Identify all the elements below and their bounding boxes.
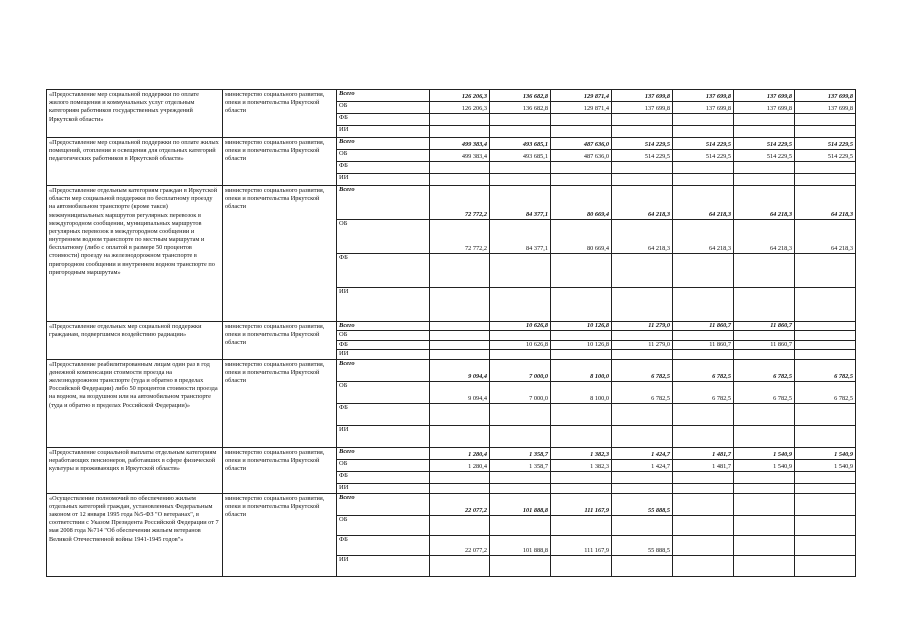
amount-cell xyxy=(734,425,795,447)
amount-cell xyxy=(612,162,673,174)
amount-cell xyxy=(430,162,490,174)
amount-cell: 64 218,3 xyxy=(673,220,734,254)
amount-cell xyxy=(795,254,856,288)
amount-cell xyxy=(490,254,551,288)
amount-cell: 1 382,3 xyxy=(551,459,612,471)
funding-source: Всего xyxy=(337,447,430,459)
amount-cell xyxy=(551,483,612,493)
amount-cell xyxy=(673,254,734,288)
funding-source: Всего xyxy=(337,493,430,515)
funding-source: ОБ xyxy=(337,331,430,340)
amount-cell: 129 871,4 xyxy=(551,90,612,102)
measure-name: «Предоставление мер социальной поддержки по оплате жилого помещения и коммунальных услуг отдельным категориям работников государственных учреждений Иркутской области» xyxy=(47,90,223,138)
amount-cell: 137 699,8 xyxy=(734,102,795,114)
amount-cell xyxy=(430,114,490,126)
amount-cell: 1 540,9 xyxy=(795,447,856,459)
amount-cell xyxy=(734,174,795,186)
amount-cell: 9 094,4 xyxy=(430,359,490,381)
amount-cell xyxy=(734,515,795,535)
amount-cell: 514 229,5 xyxy=(734,138,795,150)
amount-cell xyxy=(430,483,490,493)
amount-cell: 487 636,0 xyxy=(551,138,612,150)
amount-cell: 129 871,4 xyxy=(551,102,612,114)
amount-cell: 55 888,5 xyxy=(612,535,673,555)
amount-cell: 1 358,7 xyxy=(490,447,551,459)
amount-cell xyxy=(430,425,490,447)
amount-cell: 499 383,4 xyxy=(430,138,490,150)
amount-cell xyxy=(673,331,734,340)
table-row xyxy=(47,90,856,102)
amount-cell: 1 280,4 xyxy=(430,459,490,471)
amount-cell xyxy=(795,174,856,186)
amount-cell xyxy=(673,535,734,555)
amount-cell xyxy=(795,483,856,493)
amount-cell: 64 218,3 xyxy=(734,186,795,220)
amount-cell xyxy=(734,471,795,483)
amount-cell: 493 685,1 xyxy=(490,150,551,162)
amount-cell: 64 218,3 xyxy=(673,186,734,220)
amount-cell xyxy=(430,340,490,349)
amount-cell xyxy=(430,322,490,331)
amount-cell xyxy=(795,114,856,126)
table-row xyxy=(47,493,856,515)
amount-cell: 11 279,0 xyxy=(612,340,673,349)
funding-source: ИИ xyxy=(337,425,430,447)
amount-cell xyxy=(612,174,673,186)
amount-cell: 6 782,5 xyxy=(734,381,795,403)
funding-source: ОБ xyxy=(337,102,430,114)
amount-cell xyxy=(612,483,673,493)
amount-cell xyxy=(612,288,673,322)
amount-cell: 137 699,8 xyxy=(612,90,673,102)
amount-cell: 1 540,9 xyxy=(734,447,795,459)
amount-cell: 6 782,5 xyxy=(612,381,673,403)
amount-cell: 1 424,7 xyxy=(612,459,673,471)
amount-cell xyxy=(795,322,856,331)
amount-cell: 126 206,3 xyxy=(430,90,490,102)
amount-cell xyxy=(734,350,795,359)
measure-name: «Предоставление отдельным категориям граждан в Иркутской области мер социальной поддержки по бесплатному проезду на автомобильном транспорте (кроме такси) межмуниципальных маршрутов регулярных перевозок в междугородном сообщении, муниципальных маршрутов регулярных перевозок в междугородном сообщении и внутреннем водном транспорте по местным маршрутам и бесплатному (либо с оплатой в размере 50 процентов стоимости) проезду на железнодорожном транспорте в пригородном сообщении и внутреннем водном транспорте по пригородным маршрутам» xyxy=(47,186,223,322)
amount-cell xyxy=(612,555,673,576)
amount-cell: 22 077,2 xyxy=(430,493,490,515)
amount-cell: 11 860,7 xyxy=(734,322,795,331)
amount-cell xyxy=(673,288,734,322)
funding-source: ФБ xyxy=(337,162,430,174)
responsible-executor: министерство социального развития, опеки и попечительства Иркутской области xyxy=(223,359,337,447)
amount-cell: 6 782,5 xyxy=(673,381,734,403)
amount-cell xyxy=(490,331,551,340)
amount-cell xyxy=(795,350,856,359)
funding-source: ИИ xyxy=(337,174,430,186)
amount-cell: 137 699,8 xyxy=(673,102,734,114)
funding-source: ОБ xyxy=(337,220,430,254)
funding-source: Всего xyxy=(337,322,430,331)
amount-cell xyxy=(734,403,795,425)
table-row xyxy=(47,138,856,150)
amount-cell: 10 126,8 xyxy=(551,340,612,349)
amount-cell: 493 685,1 xyxy=(490,138,551,150)
amount-cell: 101 888,8 xyxy=(490,493,551,515)
table-row xyxy=(47,322,856,331)
amount-cell: 11 860,7 xyxy=(673,340,734,349)
amount-cell: 10 126,8 xyxy=(551,322,612,331)
amount-cell: 111 167,9 xyxy=(551,535,612,555)
measure-name: «Осуществление полномочий по обеспечению жильем отдельных категорий граждан, установленных Федеральным законом от 12 января 1995 года №5-ФЗ "О ветеранах", в соответствии с Указом Президента Российской Федерации от 7 мая 2008 года №714 "Об обеспечении жильем ветеранов Великой Отечественной войны 1941-1945 годов"» xyxy=(47,493,223,576)
amount-cell xyxy=(795,471,856,483)
budget-table-page xyxy=(46,89,855,577)
amount-cell xyxy=(551,114,612,126)
amount-cell xyxy=(490,425,551,447)
amount-cell xyxy=(673,114,734,126)
amount-cell: 514 229,5 xyxy=(612,150,673,162)
amount-cell xyxy=(551,254,612,288)
funding-source: ФБ xyxy=(337,114,430,126)
amount-cell: 514 229,5 xyxy=(795,138,856,150)
measure-name: «Предоставление отдельных мер социальной поддержки гражданам, подвергшимся воздействию радиации» xyxy=(47,322,223,360)
amount-cell xyxy=(551,555,612,576)
amount-cell: 10 626,8 xyxy=(490,340,551,349)
funding-source: ИИ xyxy=(337,483,430,493)
amount-cell xyxy=(673,471,734,483)
funding-source: ИИ xyxy=(337,555,430,576)
amount-cell xyxy=(673,493,734,515)
table-row xyxy=(47,447,856,459)
amount-cell: 11 279,0 xyxy=(612,322,673,331)
amount-cell xyxy=(551,515,612,535)
amount-cell xyxy=(490,471,551,483)
amount-cell: 55 888,5 xyxy=(612,493,673,515)
amount-cell: 1 540,9 xyxy=(734,459,795,471)
funding-source: ОБ xyxy=(337,459,430,471)
amount-cell xyxy=(490,288,551,322)
responsible-executor: министерство социального развития, опеки и попечительства Иркутской области xyxy=(223,493,337,576)
amount-cell: 6 782,5 xyxy=(734,359,795,381)
amount-cell: 6 782,5 xyxy=(795,359,856,381)
amount-cell xyxy=(795,340,856,349)
amount-cell: 136 682,8 xyxy=(490,90,551,102)
amount-cell: 72 772,2 xyxy=(430,220,490,254)
amount-cell xyxy=(734,126,795,138)
funding-source: ОБ xyxy=(337,150,430,162)
amount-cell: 1 280,4 xyxy=(430,447,490,459)
amount-cell xyxy=(612,331,673,340)
amount-cell xyxy=(430,174,490,186)
amount-cell xyxy=(430,403,490,425)
measure-name: «Предоставление реабилитированным лицам один раз в год денежной компенсации стоимости проезда на железнодорожном транспорте (туда и обратно в пределах Российской Федерации) либо 50 процентов стоимости проезда на водном, на воздушном или на автомобильном транспорте (туда и обратно в пределах Российской Федерации)» xyxy=(47,359,223,447)
amount-cell xyxy=(430,350,490,359)
amount-cell: 6 782,5 xyxy=(673,359,734,381)
funding-source: ФБ xyxy=(337,471,430,483)
amount-cell xyxy=(490,555,551,576)
amount-cell xyxy=(734,535,795,555)
amount-cell xyxy=(673,555,734,576)
amount-cell: 499 383,4 xyxy=(430,150,490,162)
amount-cell: 9 094,4 xyxy=(430,381,490,403)
amount-cell xyxy=(734,493,795,515)
amount-cell xyxy=(673,162,734,174)
amount-cell xyxy=(795,162,856,174)
amount-cell xyxy=(430,331,490,340)
amount-cell: 487 636,0 xyxy=(551,150,612,162)
amount-cell: 6 782,5 xyxy=(795,381,856,403)
amount-cell xyxy=(734,331,795,340)
amount-cell xyxy=(612,403,673,425)
amount-cell: 1 540,9 xyxy=(795,459,856,471)
amount-cell: 1 424,7 xyxy=(612,447,673,459)
amount-cell xyxy=(612,350,673,359)
amount-cell: 514 229,5 xyxy=(673,138,734,150)
funding-source: Всего xyxy=(337,186,430,220)
amount-cell xyxy=(673,174,734,186)
amount-cell: 64 218,3 xyxy=(612,220,673,254)
funding-source: Всего xyxy=(337,138,430,150)
amount-cell xyxy=(673,403,734,425)
amount-cell: 137 699,8 xyxy=(795,90,856,102)
amount-cell xyxy=(430,515,490,535)
amount-cell: 22 077,2 xyxy=(430,535,490,555)
amount-cell: 111 167,9 xyxy=(551,493,612,515)
amount-cell xyxy=(795,535,856,555)
amount-cell: 137 699,8 xyxy=(795,102,856,114)
amount-cell: 514 229,5 xyxy=(673,150,734,162)
amount-cell: 8 100,0 xyxy=(551,359,612,381)
amount-cell xyxy=(490,515,551,535)
amount-cell: 137 699,8 xyxy=(673,90,734,102)
amount-cell xyxy=(734,288,795,322)
amount-cell xyxy=(795,403,856,425)
amount-cell xyxy=(673,126,734,138)
amount-cell: 6 782,5 xyxy=(612,359,673,381)
amount-cell xyxy=(490,350,551,359)
table-row xyxy=(47,186,856,220)
amount-cell: 64 218,3 xyxy=(795,186,856,220)
amount-cell xyxy=(430,555,490,576)
amount-cell xyxy=(551,350,612,359)
amount-cell xyxy=(490,162,551,174)
funding-source: ИИ xyxy=(337,288,430,322)
budget-table xyxy=(46,89,856,577)
responsible-executor: министерство социального развития, опеки и попечительства Иркутской области xyxy=(223,138,337,186)
amount-cell xyxy=(734,254,795,288)
amount-cell: 137 699,8 xyxy=(734,90,795,102)
amount-cell xyxy=(490,114,551,126)
amount-cell: 1 481,7 xyxy=(673,447,734,459)
responsible-executor: министерство социального развития, опеки и попечительства Иркутской области xyxy=(223,447,337,493)
measure-name: «Предоставление мер социальной поддержки по оплате жилых помещений, отопления и освещения для отдельных категорий педагогических работников в Иркутской области» xyxy=(47,138,223,186)
amount-cell: 11 860,7 xyxy=(734,340,795,349)
amount-cell: 101 888,8 xyxy=(490,535,551,555)
amount-cell xyxy=(673,515,734,535)
table-row xyxy=(47,359,856,381)
amount-cell: 84 377,1 xyxy=(490,220,551,254)
amount-cell xyxy=(795,288,856,322)
amount-cell: 80 669,4 xyxy=(551,220,612,254)
amount-cell xyxy=(551,331,612,340)
funding-source: Всего xyxy=(337,359,430,381)
funding-source: ФБ xyxy=(337,535,430,555)
amount-cell: 1 382,3 xyxy=(551,447,612,459)
amount-cell xyxy=(734,555,795,576)
amount-cell xyxy=(612,471,673,483)
amount-cell: 72 772,2 xyxy=(430,186,490,220)
funding-source: ИИ xyxy=(337,350,430,359)
funding-source: ОБ xyxy=(337,515,430,535)
responsible-executor: министерство социального развития, опеки и попечительства Иркутской области xyxy=(223,322,337,360)
amount-cell: 136 682,8 xyxy=(490,102,551,114)
amount-cell xyxy=(551,471,612,483)
amount-cell xyxy=(673,483,734,493)
amount-cell xyxy=(551,174,612,186)
amount-cell xyxy=(795,555,856,576)
amount-cell xyxy=(430,288,490,322)
amount-cell: 514 229,5 xyxy=(795,150,856,162)
amount-cell xyxy=(734,483,795,493)
funding-source: Всего xyxy=(337,90,430,102)
amount-cell xyxy=(734,162,795,174)
amount-cell xyxy=(795,493,856,515)
amount-cell: 11 860,7 xyxy=(673,322,734,331)
amount-cell xyxy=(612,254,673,288)
amount-cell xyxy=(673,425,734,447)
amount-cell: 514 229,5 xyxy=(734,150,795,162)
amount-cell: 7 000,0 xyxy=(490,381,551,403)
amount-cell xyxy=(795,126,856,138)
amount-cell xyxy=(551,403,612,425)
funding-source: ФБ xyxy=(337,340,430,349)
amount-cell xyxy=(612,425,673,447)
amount-cell xyxy=(551,126,612,138)
amount-cell xyxy=(490,483,551,493)
amount-cell xyxy=(612,126,673,138)
amount-cell xyxy=(430,126,490,138)
amount-cell: 64 218,3 xyxy=(795,220,856,254)
funding-source: ФБ xyxy=(337,403,430,425)
funding-source: ОБ xyxy=(337,381,430,403)
amount-cell xyxy=(490,126,551,138)
measure-name: «Предоставление социальной выплаты отдельным категориям неработающих пенсионеров, работавших в сфере физической культуры и проживающих в Иркутской области» xyxy=(47,447,223,493)
amount-cell xyxy=(430,254,490,288)
amount-cell xyxy=(734,114,795,126)
amount-cell xyxy=(430,471,490,483)
amount-cell: 80 669,4 xyxy=(551,186,612,220)
amount-cell xyxy=(551,162,612,174)
amount-cell xyxy=(673,350,734,359)
amount-cell: 64 218,3 xyxy=(734,220,795,254)
amount-cell xyxy=(795,331,856,340)
amount-cell: 64 218,3 xyxy=(612,186,673,220)
amount-cell: 137 699,8 xyxy=(612,102,673,114)
amount-cell xyxy=(551,288,612,322)
amount-cell xyxy=(490,174,551,186)
amount-cell: 84 377,1 xyxy=(490,186,551,220)
funding-source: ИИ xyxy=(337,126,430,138)
amount-cell: 1 481,7 xyxy=(673,459,734,471)
amount-cell xyxy=(795,515,856,535)
amount-cell: 514 229,5 xyxy=(612,138,673,150)
amount-cell xyxy=(490,403,551,425)
responsible-executor: министерство социального развития, опеки и попечительства Иркутской области xyxy=(223,186,337,322)
amount-cell xyxy=(612,114,673,126)
amount-cell: 126 206,3 xyxy=(430,102,490,114)
responsible-executor: министерство социального развития, опеки и попечительства Иркутской области xyxy=(223,90,337,138)
amount-cell: 8 100,0 xyxy=(551,381,612,403)
amount-cell: 7 000,0 xyxy=(490,359,551,381)
amount-cell: 10 626,8 xyxy=(490,322,551,331)
amount-cell xyxy=(612,515,673,535)
funding-source: ФБ xyxy=(337,254,430,288)
amount-cell: 1 358,7 xyxy=(490,459,551,471)
amount-cell xyxy=(795,425,856,447)
amount-cell xyxy=(551,425,612,447)
